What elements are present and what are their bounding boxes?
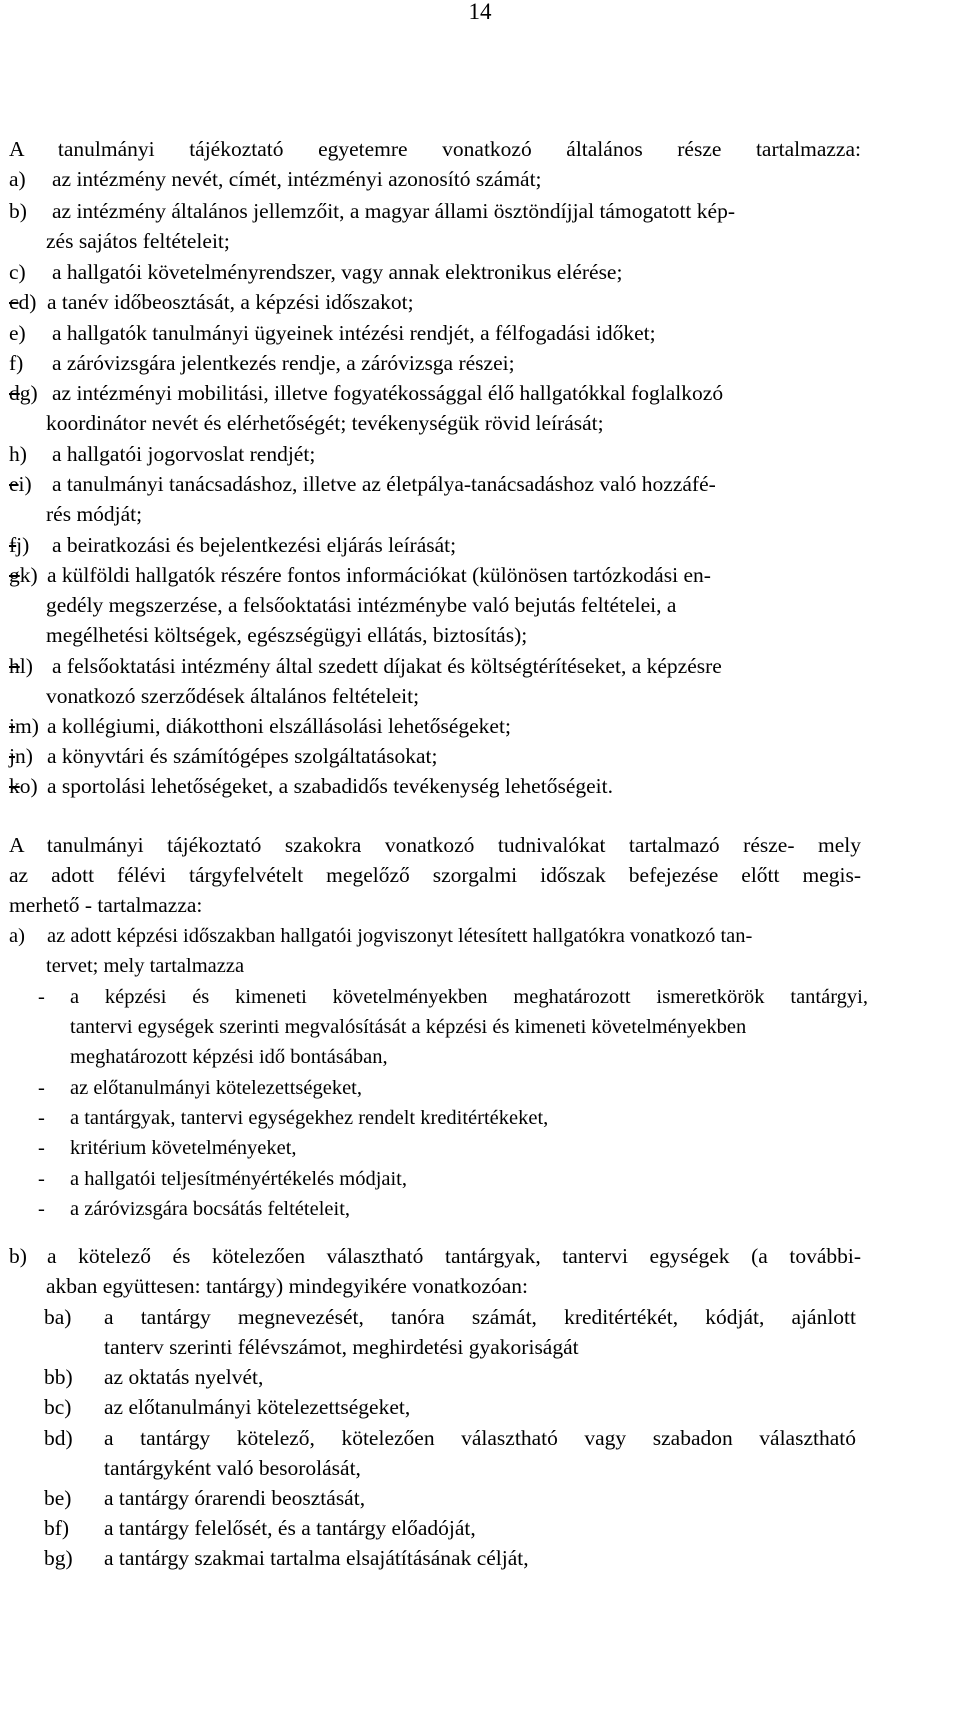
deleted-marker: d — [9, 381, 20, 405]
list-item: b) az intézmény általános jellemzőit, a magyar állami ösztöndíjjal támogatott kép- — [9, 199, 735, 223]
page-number: 14 — [468, 0, 492, 24]
deleted-marker: c — [9, 290, 19, 314]
list-item: a) az intézmény nevét, címét, intézményi azonosító számát; — [9, 167, 542, 191]
sub-item: bf) a tantárgy felelősét, és a tantárgy előadóját, — [44, 1516, 476, 1540]
sub-item-continuation: tanterv szerinti félévszámot, meghirdetési gyakoriságát — [104, 1335, 579, 1359]
list-item: b) a kötelező és kötelezően választható tantárgyak, tantervi egységek (a további- — [9, 1244, 861, 1268]
list-item-continuation: vonatkozó szerződések általános feltételeit; — [46, 684, 420, 708]
sub-item: ba) a tantárgy megnevezését, tanóra számát, kreditértékét, kódját, ajánlott — [44, 1305, 856, 1329]
list-item-continuation: rés módját; — [46, 502, 143, 526]
list-item: f) a záróvizsgára jelentkezés rendje, a záróvizsga részei; — [9, 351, 515, 375]
deleted-marker: g — [9, 563, 20, 587]
section-intro: az adott félévi tárgyfelvételt megelőző szorgalmi időszak befejezése előtt megis- — [9, 863, 861, 887]
list-item: c) a hallgatói követelményrendszer, vagy annak elektronikus elérése; — [9, 260, 623, 284]
section-intro: A tanulmányi tájékoztató egyetemre vonatkozó általános része tartalmazza: — [9, 137, 861, 161]
list-item: dg) az intézményi mobilitási, illetve fogyatékossággal élő hallgatókkal foglalkozó — [9, 381, 724, 405]
sub-item: be) a tantárgy órarendi beosztását, — [44, 1486, 366, 1510]
list-item: a) az adott képzési időszakban hallgatói jogviszonyt létesített hallgatókra vonatkozó tan- — [9, 925, 753, 947]
deleted-marker: e — [9, 472, 19, 496]
list-item: jn) a könyvtári és számítógépes szolgáltatásokat; — [9, 744, 438, 768]
list-item: cd) a tanév időbeosztását, a képzési időszakot; — [9, 290, 414, 314]
deleted-marker: j — [9, 744, 15, 768]
dash-item-continuation: tantervi egységek szerinti megvalósítását a képzési és kimeneti követelményekben — [70, 1016, 747, 1038]
dash-item: - a tantárgyak, tantervi egységekhez rendelt kreditértékeket, — [38, 1107, 549, 1129]
list-item-continuation: gedély megszerzése, a felsőoktatási intézménybe való bejutás feltételei, a — [46, 593, 677, 617]
sub-item: bc) az előtanulmányi kötelezettségeket, — [44, 1395, 411, 1419]
sub-item-continuation: tantárgyként való besorolását, — [104, 1456, 361, 1480]
dash-item: - a hallgatói teljesítményértékelés módjait, — [38, 1168, 407, 1190]
list-item: fj) a beiratkozási és bejelentkezési eljárás leírását; — [9, 533, 457, 557]
deleted-marker: i — [9, 714, 15, 738]
list-item: gk) a külföldi hallgatók részére fontos információkat (különösen tartózkodási en- — [9, 563, 711, 587]
list-item: e) a hallgatók tanulmányi ügyeinek intézési rendjét, a félfogadási időket; — [9, 321, 656, 345]
list-item: ko) a sportolási lehetőségeket, a szabadidős tevékenység lehetőségeit. — [9, 774, 613, 798]
list-item: hl) a felsőoktatási intézmény által szedett díjakat és költségtérítéseket, a képzésre — [9, 654, 722, 678]
dash-item-continuation: meghatározott képzési idő bontásában, — [70, 1046, 388, 1068]
list-item: im) a kollégiumi, diákotthoni elszállásolási lehetőségeket; — [9, 714, 511, 738]
section-intro: merhető - tartalmazza: — [9, 893, 203, 917]
deleted-marker: k — [9, 774, 20, 798]
list-item: h) a hallgatói jogorvoslat rendjét; — [9, 442, 316, 466]
list-item-continuation: zés sajátos feltételeit; — [46, 229, 230, 253]
list-item-continuation: koordinátor nevét és elérhetőségét; tevékenységük rövid leírását; — [46, 411, 604, 435]
list-item-continuation: tervet; mely tartalmazza — [46, 955, 245, 977]
list-item-continuation: megélhetési költségek, egészségügyi ellátás, biztosítás); — [46, 623, 528, 647]
sub-item: bb) az oktatás nyelvét, — [44, 1365, 264, 1389]
dash-item: - az előtanulmányi kötelezettségeket, — [38, 1077, 362, 1099]
dash-item: - a képzési és kimeneti követelményekben meghatározott ismeretkörök tantárgyi, — [38, 986, 868, 1008]
dash-item: - a záróvizsgára bocsátás feltételeit, — [38, 1198, 351, 1220]
list-item-continuation: akban együttesen: tantárgy) mindegyikére vonatkozóan: — [46, 1274, 528, 1298]
dash-item: - kritérium követelményeket, — [38, 1137, 297, 1159]
deleted-marker: f — [9, 533, 17, 557]
list-item: ei) a tanulmányi tanácsadáshoz, illetve az életpálya-tanácsadáshoz való hozzáfé- — [9, 472, 716, 496]
deleted-marker: h — [9, 654, 20, 678]
sub-item: bd) a tantárgy kötelező, kötelezően választható vagy szabadon választható — [44, 1426, 856, 1450]
section-intro: A tanulmányi tájékoztató szakokra vonatkozó tudnivalókat tartalmazó része- mely — [9, 833, 861, 857]
sub-item: bg) a tantárgy szakmai tartalma elsajátításának célját, — [44, 1546, 529, 1570]
